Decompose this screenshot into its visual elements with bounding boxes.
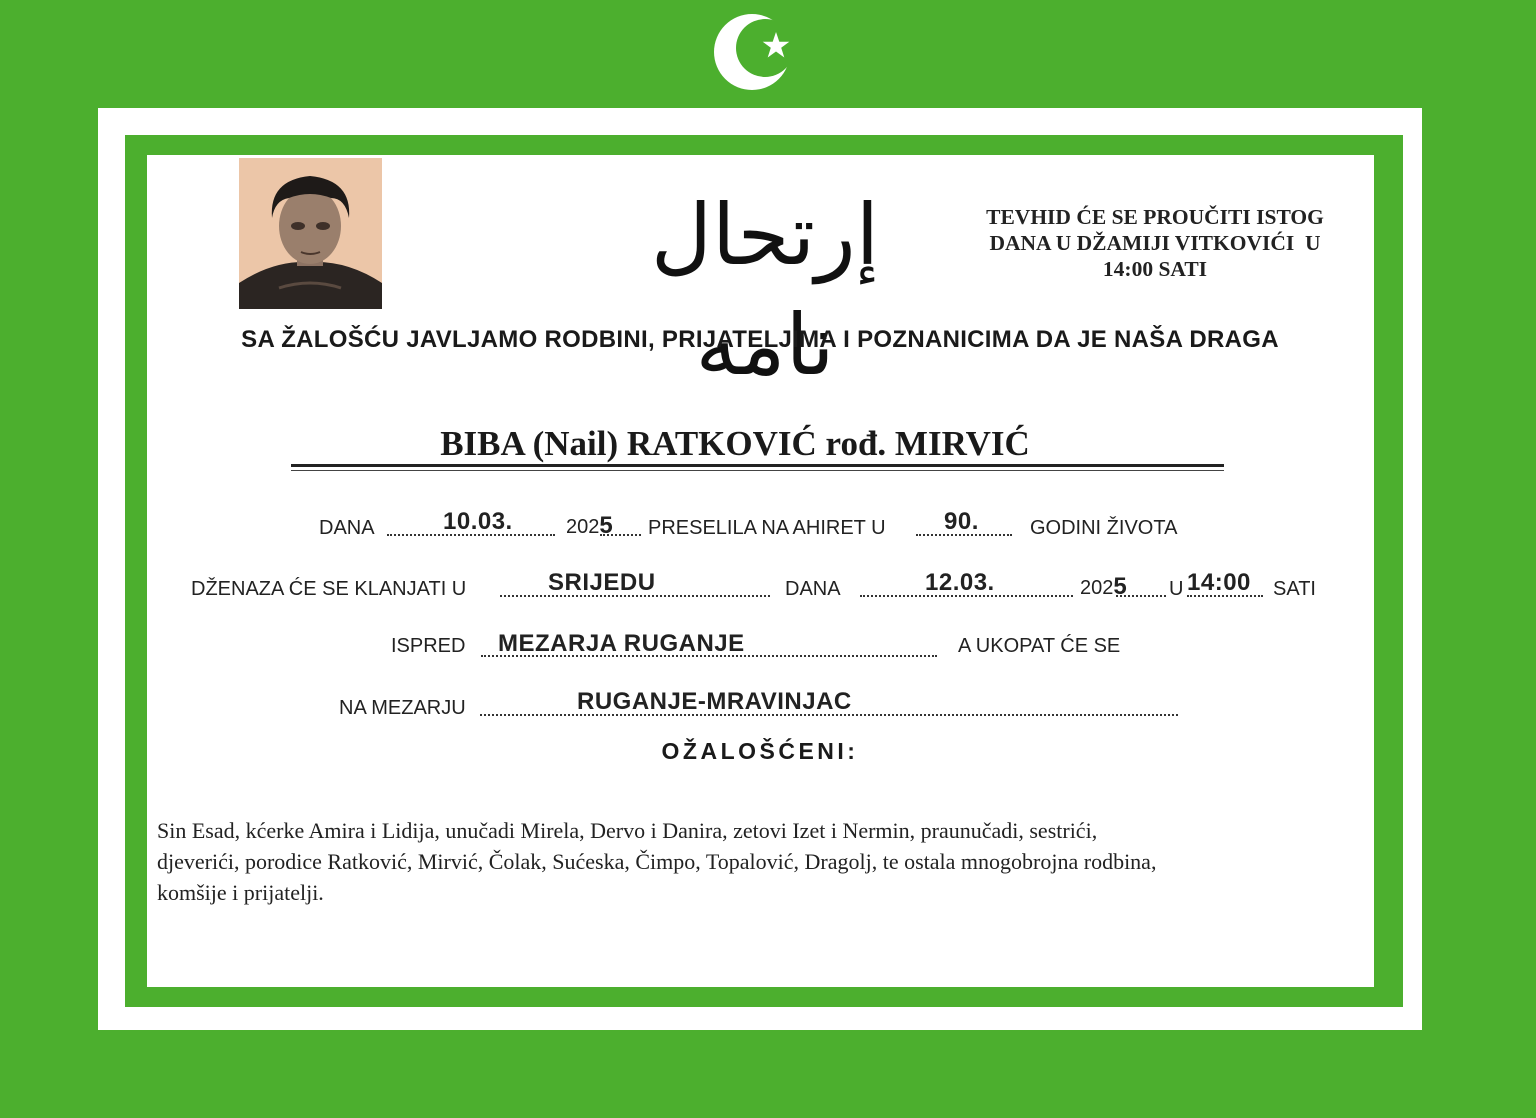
age-value: 90. [944,508,979,535]
label-dana: DANA [785,578,841,600]
label-ukopat: A UKOPAT ĆE SE [958,635,1121,657]
label-sati: SATI [1273,578,1316,600]
label-u: U [1169,578,1184,600]
tevhid-line: 14:00 SATI [1102,257,1208,281]
label-dzenaza: DŽENAZA ĆE SE KLANJATI U [191,578,467,600]
crescent-star-icon [712,12,798,92]
deceased-portrait-photo [239,158,382,309]
name-underline [291,464,1224,467]
mourners-heading: OŽALOŠĆENI: [661,738,859,764]
ceremony-place: MEZARJA RUGANJE [498,630,745,657]
tevhid-notice [940,204,1370,282]
tevhid-line: DANA U DŽAMIJI VITKOVIĆI U [989,231,1321,255]
dotted-line [1116,595,1166,597]
label-dana: DANA [319,517,375,539]
label-preselila: PRESELILA NA AHIRET U [648,517,886,539]
mourners-line: komšije i prijatelji. [157,880,324,905]
dzenaza-day: SRIJEDU [548,569,656,596]
label-godini-zivota: GODINI ŽIVOTA [1030,517,1178,539]
dotted-line [1187,595,1263,597]
announcement-text: SA ŽALOŠĆU JAVLJAMO RODBINI, PRIJATELJIMA I POZNANICIMA DA JE NAŠA DRAGA [241,326,1279,353]
cemetery-name: RUGANJE-MRAVINJAC [577,688,852,715]
deceased-name: BIBA (Nail) RATKOVIĆ rođ. MIRVIĆ [440,424,1030,463]
death-year: 2025 [566,512,613,539]
label-na-mezarju: NA MEZARJU [339,697,466,719]
dzenaza-year: 2025 [1080,573,1127,600]
label-ispred: ISPRED [391,635,466,657]
death-date: 10.03. [443,508,513,535]
dzenaza-date: 12.03. [925,569,995,596]
tevhid-line: TEVHID ĆE SE PROUČITI ISTOG [986,205,1324,229]
mourners-line: Sin Esad, kćerke Amira i Lidija, unučadi Mirela, Dervo i Danira, zetovi Izet i Nermin, praunučadi, sestrići, [157,818,1098,843]
dotted-line [600,534,641,536]
name-underline-thin [291,470,1224,471]
mourners-list [157,815,1367,908]
arabic-title: إرتحال نامه [650,186,880,394]
mourners-line: djeverići, porodice Ratković, Mirvić, Čolak, Sućeska, Čimpo, Topalović, Dragolj, te ostala mnogobrojna rodbina, [157,849,1157,874]
dzenaza-time: 14:00 [1187,569,1251,596]
